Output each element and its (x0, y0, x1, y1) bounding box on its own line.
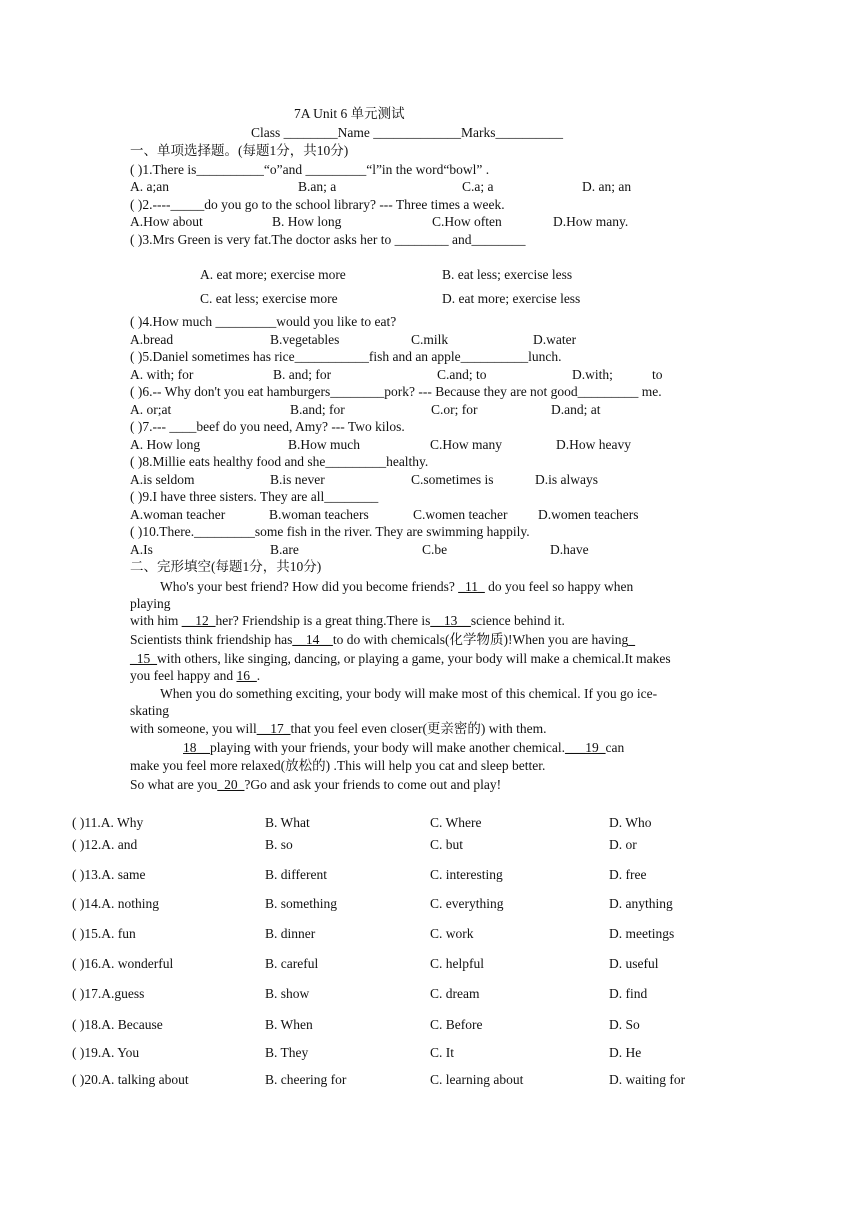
option-d: D.and; at (551, 402, 601, 417)
option-d-second: to (652, 367, 663, 382)
option-b: B. and; for (273, 367, 332, 382)
option-a: A. a;an (130, 179, 169, 194)
blank-20: _20_ (217, 777, 245, 792)
blank-19: ___19_ (565, 740, 606, 755)
option-b: B.vegetables (270, 332, 340, 347)
option-b: B.are (270, 542, 299, 557)
blank-17: __17_ (256, 721, 291, 736)
passage-line: Who's your best friend? How did you become friends? _11_ do you feel so happy when (160, 579, 634, 594)
option-a: A. How long (130, 437, 201, 452)
option-d: D.women teachers (538, 507, 639, 522)
option-a: A.bread (130, 332, 174, 347)
option-d: D.How heavy (556, 437, 631, 452)
option-d: D.have (550, 542, 589, 557)
option-c: C.or; for (431, 402, 478, 417)
option-d: D. eat more; exercise less (442, 291, 581, 306)
passage-line: Scientists think friendship has__14__to do with chemicals(化学物质)!When you are having_ (130, 632, 636, 647)
passage-line: you feel happy and 16_. (130, 668, 261, 683)
option-c: C.milk (411, 332, 449, 347)
option-a: A. with; for (130, 367, 194, 382)
blank-14: __14__ (292, 632, 333, 647)
option-b: B.woman teachers (269, 507, 369, 522)
passage-line: with someone, you will__17_that you feel even closer(更亲密的) with them. (130, 721, 547, 736)
blank-11: _11_ (458, 579, 485, 594)
blank-18: 18__ (183, 740, 210, 755)
option-b: B.and; for (290, 402, 345, 417)
option-a: A.is seldom (130, 472, 195, 487)
option-b: B.is never (270, 472, 325, 487)
option-d: D.with; (572, 367, 613, 382)
passage-line: make you feel more relaxed(放松的) .This will help you cat and sleep better. (130, 758, 546, 773)
option-c: C.a; a (462, 179, 494, 194)
passage-line: When you do something exciting, your body will make most of this chemical. If you go ice- (160, 686, 658, 701)
option-a: A.Is (130, 542, 153, 557)
option-d: D.is always (535, 472, 598, 487)
option-b: B. How long (272, 214, 342, 229)
option-d: D.water (533, 332, 577, 347)
option-c: C.and; to (437, 367, 487, 382)
option-a: A.woman teacher (130, 507, 226, 522)
worksheet-page: 7A Unit 6 单元测试 Class ________Name _____________Marks__________ 一、单项选择题。(每题1分，共10分) ( )1.There is__________“o”and _________“l”in the word“bowl” . A. a;an B.an; a C.a; a D. an; an ( )2.----_____do you go to the school library? --- Three times a week. A.How about B. How long C.How often D.How many. ( )3.Mrs Green is very fat.The doctor asks her to ________ and________ A. eat more; exercise more B. eat less; exercise less C. eat less; exercise more D. eat more; exercise less ( )4.How much _________would you like to eat? A.bread B.vegetables C.milk D.water ( )5.Daniel sometimes has rice___________fish and an apple__________lunch. A. with; for B. and; for C.and; to D.with; to ( )6.-- Why don't you eat hamburgers________pork? --- Because they are not good_________ me. A. or;at B.and; for C.or; for D.and; at ( )7.--- ____beef do you need, Amy? --- Two kilos. A. How long B.How much C.How many D.How heavy ( )8.Millie eats healthy food and she_________healthy. A.is seldom B.is never C.sometimes is D.is always ( )9.I have three sisters. They are all________ A.woman teacher B.woman teachers C.women teacher D.women teachers ( )10.There._________some fish in the river. They are swimming happily. A.Is B.are C.be D.have 二、完形填空(每题1分，共10分) Who's your best friend? How did you become friends? _11_ do you feel so happy when playing with him __12_her? Friendship is a great thing.There is__13__science behind it. Scientists think friendship has__14__to do with chemicals(化学物质)!When you are having_ _15_with others, like singing, dancing, or playing a game, your body will make a chemical.It makes you feel happy and 16_. When you do something exciting, your body will make most of this chemical. If you go ice- skating with someone, you will__17_that you feel even closer(更亲密的) with them. 18__playing with your friends, your body will make another chemical.___19_can make you feel more relaxed(放松的) .This will help you cat and sleep better. So what are you_20_?Go and ask your friends to come out and play! ( )11.A. Why B. What C. Where D. Who ( )12.A. and B. so C. but D. or ( )13.A. same B. different C. interesting D. free ( )14.A. nothing B. something C. everything D. anything ( )15.A. fun B. dinner C. work D. meetings ( )16.A. wonderful B. careful C. helpful D. useful ( )17.A.guess B. show C. dream D. find ( )18.A. Because B. When C. Before D. So ( )19.A. You B. They C. It D. He ( )20.A. talking about B. cheering for C. learning about D. waiting for (72, 106, 686, 1087)
option-c: C.How many (430, 437, 502, 452)
passage-line: skating (130, 703, 169, 718)
blank-15: _15_ (130, 651, 157, 666)
option-a: A.How about (130, 214, 203, 229)
passage-line: 18__playing with your friends, your body will make another chemical.___19_can (183, 740, 625, 755)
option-a: A. or;at (130, 402, 172, 417)
option-b: B. eat less; exercise less (442, 267, 573, 282)
option-c: C.sometimes is (411, 472, 494, 487)
blank-16: 16_ (236, 668, 257, 683)
blank-13: __13__ (430, 613, 471, 628)
option-c: C. eat less; exercise more (200, 291, 338, 306)
option-c: C.How often (432, 214, 502, 229)
passage-line: playing (130, 596, 171, 611)
option-a: A. eat more; exercise more (200, 267, 346, 282)
option-c: C.women teacher (413, 507, 508, 522)
passage-line: with him __12_her? Friendship is a great thing.There is__13__science behind it. (130, 613, 565, 628)
option-d: D.How many. (553, 214, 629, 229)
passage-line: So what are you_20_?Go and ask your friends to come out and play! (130, 777, 502, 792)
option-b: B.an; a (298, 179, 337, 194)
option-c: C.be (422, 542, 448, 557)
passage-line: _15_with others, like singing, dancing, or playing a game, your body will make a chemical.It makes (130, 651, 671, 666)
option-d: D. an; an (582, 179, 632, 194)
blank-12: __12_ (181, 613, 216, 628)
option-b: B.How much (288, 437, 360, 452)
